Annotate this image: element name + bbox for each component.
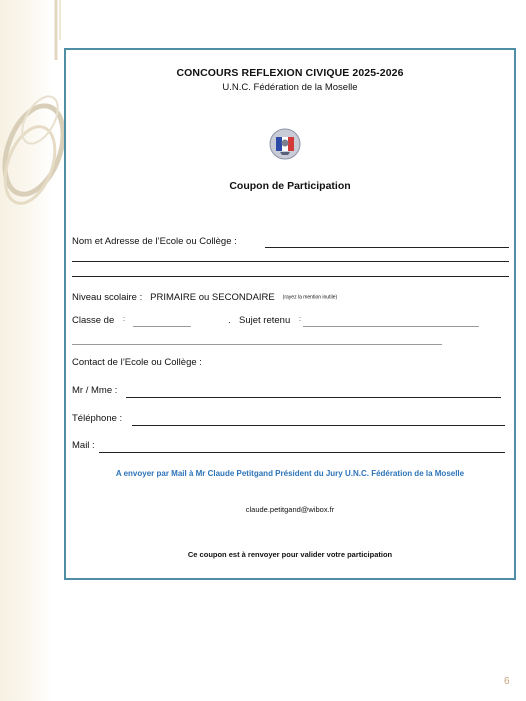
- phone-field[interactable]: [132, 425, 505, 426]
- school-name-label: Nom et Adresse de l’Ecole ou Collège :: [72, 236, 237, 247]
- mr-mme-field[interactable]: [126, 397, 501, 398]
- subject-field-continuation[interactable]: [72, 344, 442, 345]
- school-address-field-1[interactable]: [72, 261, 509, 262]
- school-name-field[interactable]: [265, 247, 509, 248]
- unc-emblem-icon: [269, 128, 301, 160]
- validation-note: Ce coupon est à renvoyer pour valider votre participation: [187, 550, 393, 559]
- school-address-field-2[interactable]: [72, 276, 509, 277]
- federation-subtitle: U.N.C. Fédération de la Moselle: [222, 82, 358, 93]
- class-label: Classe de: [72, 315, 115, 326]
- subject-colon: :: [299, 316, 301, 323]
- level-row: [72, 292, 337, 303]
- page-number: 6: [504, 676, 510, 687]
- mr-mme-label: Mr / Mme :: [72, 385, 118, 396]
- class-field[interactable]: [133, 326, 191, 327]
- level-label: Niveau scolaire :: [72, 292, 143, 303]
- decorative-left-border: [0, 0, 64, 701]
- contact-email[interactable]: claude.petitgand@wibox.fr: [245, 505, 335, 514]
- contest-title: CONCOURS REFLEXION CIVIQUE 2025-2026: [176, 67, 404, 79]
- contact-label: Contact de l’Ecole ou Collège :: [72, 357, 202, 368]
- subject-dot: .: [228, 315, 231, 326]
- participation-coupon: [64, 48, 516, 580]
- subject-field[interactable]: [303, 326, 479, 327]
- mail-label: Mail :: [72, 440, 95, 451]
- mail-field[interactable]: [99, 452, 505, 453]
- level-options[interactable]: PRIMAIRE ou SECONDAIRE: [150, 292, 275, 303]
- subject-label: Sujet retenu: [239, 315, 291, 326]
- decorative-rings-icon: [0, 0, 64, 260]
- coupon-title: Coupon de Participation: [229, 180, 351, 192]
- send-instruction: A envoyer par Mail à Mr Claude Petitgand Président du Jury U.N.C. Fédération de la Moselle: [115, 469, 465, 478]
- phone-label: Téléphone :: [72, 413, 123, 424]
- class-colon: :: [123, 316, 125, 323]
- level-note: (rayez la mention inutile): [282, 294, 338, 301]
